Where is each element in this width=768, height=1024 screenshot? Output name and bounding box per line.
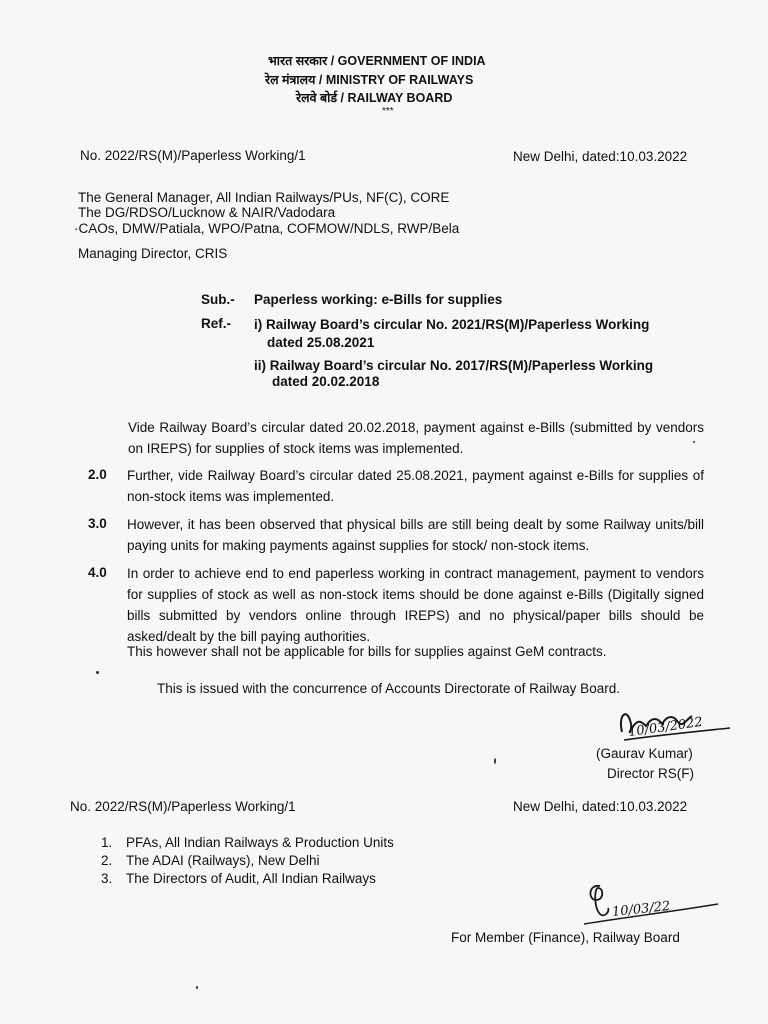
reference-1-line-1: i) Railway Board’s circular No. 2021/RS(M)/Paperless Working [254,317,650,332]
scan-speck [693,441,695,443]
copy-item-text: PFAs, All Indian Railways & Production Units [126,835,394,850]
header-stars: *** [382,106,394,117]
copy-item-number: 3. [101,871,113,886]
paragraph-6: This is issued with the concurrence of Accounts Directorate of Railway Board. [157,681,620,696]
paragraph-2: Further, vide Railway Board’s circular dated 25.08.2021, payment against e-Bills for supplies of non-stock items was implemented. [127,468,704,504]
subject-text: Paperless working: e-Bills for supplies [254,292,503,307]
header-line-2: रेल मंत्रालय / MINISTRY OF RAILWAYS [265,73,474,87]
signature-2-date-scribble: 10/03/22 [611,898,672,921]
letter-number: No. 2022/RS(M)/Paperless Working/1 [80,148,306,163]
copy-item-number: 1. [101,835,113,850]
copy-item-number: 2. [101,853,113,868]
addressee-line: The DG/RDSO/Lucknow & NAIR/Vadodara [78,205,336,220]
paragraph-3: However, it has been observed that physical bills are still being dealt by some Railway units/bill paying units for making payments against supplies for stock/ non-stock items. [127,517,704,553]
paragraph-4-number: 4.0 [88,565,107,580]
subject-label: Sub.- [201,292,235,307]
addressee-line: Managing Director, CRIS [78,246,228,261]
scan-speck [96,671,99,674]
paragraph-1: Vide Railway Board’s circular dated 20.02.2018, payment against e-Bills (submitted by vendors on IREPS) for supplies of stock items was implemented. [128,420,704,456]
reference-2-line-1: ii) Railway Board’s circular No. 2017/RS(M)/Paperless Working [254,358,654,373]
signatory-name: (Gaurav Kumar) [596,746,693,761]
copy-item-text: The ADAI (Railways), New Delhi [126,853,320,868]
header-line-1: भारत सरकार / GOVERNMENT OF INDIA [268,54,486,68]
signature-date-scribble: 10/03/2022 [627,714,704,741]
addressee-line: ·CAOs, DMW/Patiala, WPO/Patna, COFMOW/NDLS, RWP/Bela [74,221,460,236]
paragraph-3-number: 3.0 [88,516,107,531]
paragraph-4: In order to achieve end to end paperless working in contract management, payment to vendors for supplies of stock as well as non-stock items should be done against e-Bills (Digitally signed bills submitted by vendors online through IREPS) and no physical/paper bills should be asked/dealt by the bill paying authorities. [127,566,704,644]
for-member-finance: For Member (Finance), Railway Board [451,930,680,945]
addressee-line: The General Manager, All Indian Railways/PUs, NF(C), CORE [78,190,450,205]
letter-place-date: New Delhi, dated:10.03.2022 [513,149,688,164]
copy-letter-number: No. 2022/RS(M)/Paperless Working/1 [70,799,296,814]
scan-speck [196,986,198,989]
reference-label: Ref.- [201,316,231,331]
signatory-designation: Director RS(F) [607,766,694,781]
paragraph-5: This however shall not be applicable for bills for supplies against GeM contracts. [127,644,607,659]
scan-speck [494,758,496,764]
paragraph-2-number: 2.0 [88,467,107,482]
copy-item-text: The Directors of Audit, All Indian Railways [126,871,376,886]
header-line-3: रेलवे बोर्ड / RAILWAY BOARD [296,91,453,105]
reference-1-line-2: dated 25.08.2021 [267,335,375,350]
reference-2-line-2: dated 20.02.2018 [272,374,380,389]
copy-place-date: New Delhi, dated:10.03.2022 [513,799,688,814]
